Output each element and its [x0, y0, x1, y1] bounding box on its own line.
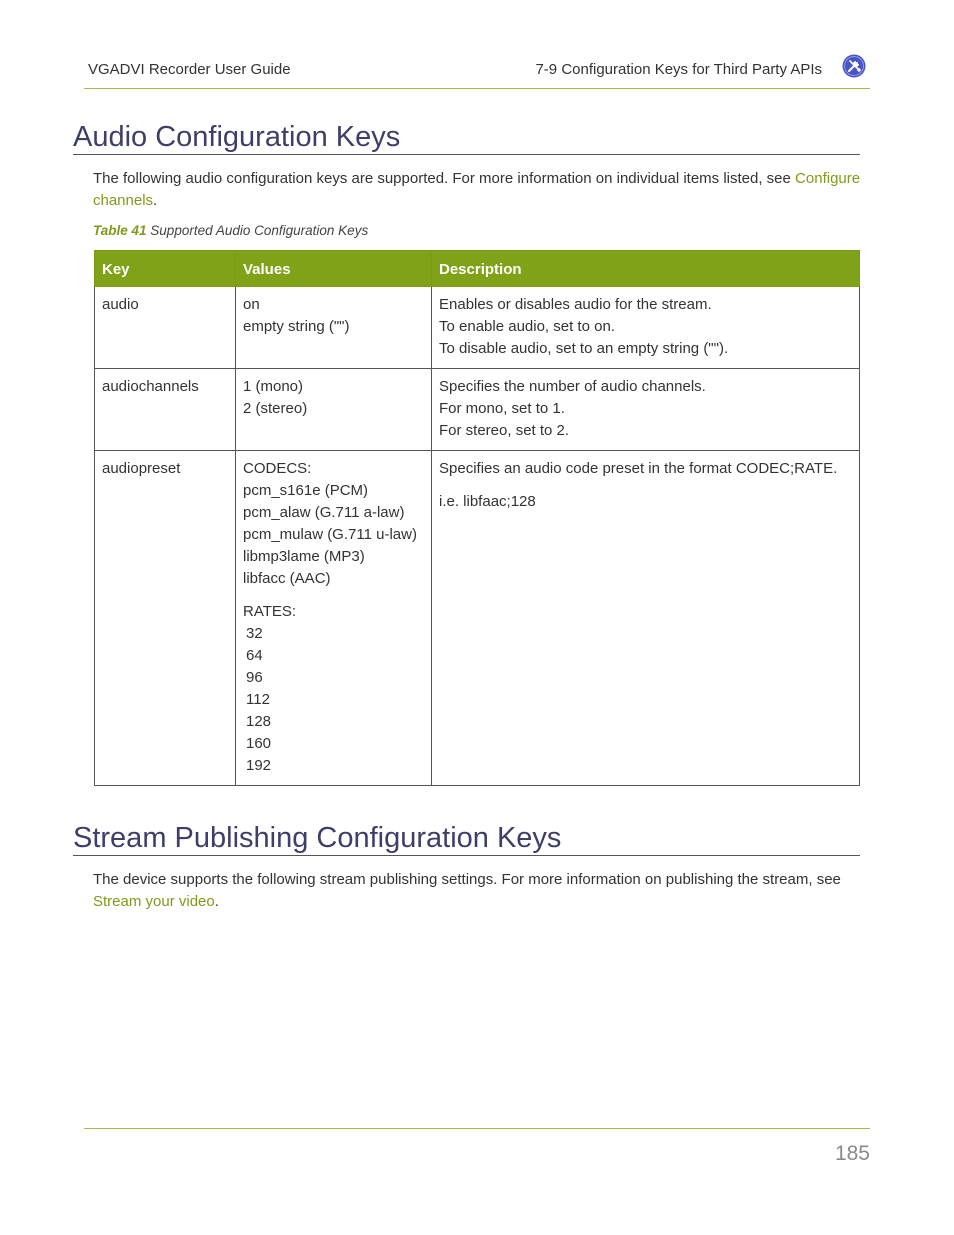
description-cell	[432, 369, 860, 451]
codec-line: pcm_alaw (G.711 a-law)	[243, 504, 405, 521]
codec-line: libmp3lame (MP3)	[243, 548, 365, 565]
configure-channels-link[interactable]: Configure channels	[93, 170, 861, 209]
description-line: For stereo, set to 2.	[439, 422, 570, 439]
description-cell	[432, 287, 860, 369]
table-row	[95, 451, 860, 786]
doc-title: VGADVI Recorder User Guide	[88, 61, 291, 78]
audio-keys-table	[94, 250, 860, 786]
audio-section-heading: Audio Configuration Keys	[73, 120, 860, 155]
value-line: 2 (stereo)	[243, 400, 308, 417]
rate-line: 160	[246, 735, 272, 752]
value-line: 1 (mono)	[243, 378, 304, 395]
header-values: Values	[236, 251, 432, 287]
description-line: To enable audio, set to on.	[439, 318, 615, 335]
codec-line: libfacc (AAC)	[243, 570, 331, 587]
description-line: Specifies the number of audio channels.	[439, 378, 706, 395]
value-line: empty string ("")	[243, 318, 350, 335]
rate-line: 64	[246, 647, 263, 664]
tools-icon	[842, 54, 866, 78]
audio-intro: The following audio configuration keys are supported. For more information on individual items listed, see Configure channels.	[93, 170, 861, 209]
rate-line: 128	[246, 713, 272, 730]
rate-line: 112	[246, 691, 270, 708]
value-line: on	[243, 296, 260, 313]
page-number: 185	[834, 1142, 870, 1165]
key-cell: audiopreset	[95, 451, 236, 786]
header-description: Description	[432, 251, 860, 287]
header-key: Key	[95, 251, 236, 287]
table-number: Table 41	[93, 223, 147, 238]
footer-divider	[84, 1128, 870, 1129]
values-cell	[236, 369, 432, 451]
description-line: To disable audio, set to an empty string ("").	[439, 340, 729, 357]
example-line: i.e. libfaac;128	[439, 493, 536, 510]
codec-line: pcm_s161e (PCM)	[243, 482, 369, 499]
description-line: For mono, set to 1.	[439, 400, 565, 417]
stream-section-heading: Stream Publishing Configuration Keys	[73, 821, 860, 856]
chapter-title: 7-9 Configuration Keys for Third Party APIs	[535, 61, 822, 78]
rate-line: 32	[246, 625, 263, 642]
key-cell: audiochannels	[95, 369, 236, 451]
table-caption-text: Supported Audio Configuration Keys	[150, 223, 369, 238]
codec-line: pcm_mulaw (G.711 u-law)	[243, 526, 417, 543]
table-row	[95, 287, 860, 369]
description-cell	[432, 451, 860, 786]
codecs-label: CODECS:	[243, 460, 312, 477]
rates-label: RATES:	[243, 603, 297, 620]
values-cell	[236, 287, 432, 369]
stream-your-video-link[interactable]: Stream your video	[93, 893, 215, 910]
stream-intro: The device supports the following stream publishing settings. For more information on publishing the stream, see Stream your video.	[93, 871, 841, 910]
rate-line: 96	[246, 669, 263, 686]
description-line: Specifies an audio code preset in the format CODEC;RATE.	[439, 460, 838, 477]
page-header	[84, 54, 870, 89]
table-caption	[93, 223, 368, 238]
rate-line: 192	[246, 757, 272, 774]
values-cell	[236, 451, 432, 786]
key-cell: audio	[95, 287, 236, 369]
table-header-row	[95, 251, 860, 287]
description-line: Enables or disables audio for the stream.	[439, 296, 712, 313]
table-row	[95, 369, 860, 451]
